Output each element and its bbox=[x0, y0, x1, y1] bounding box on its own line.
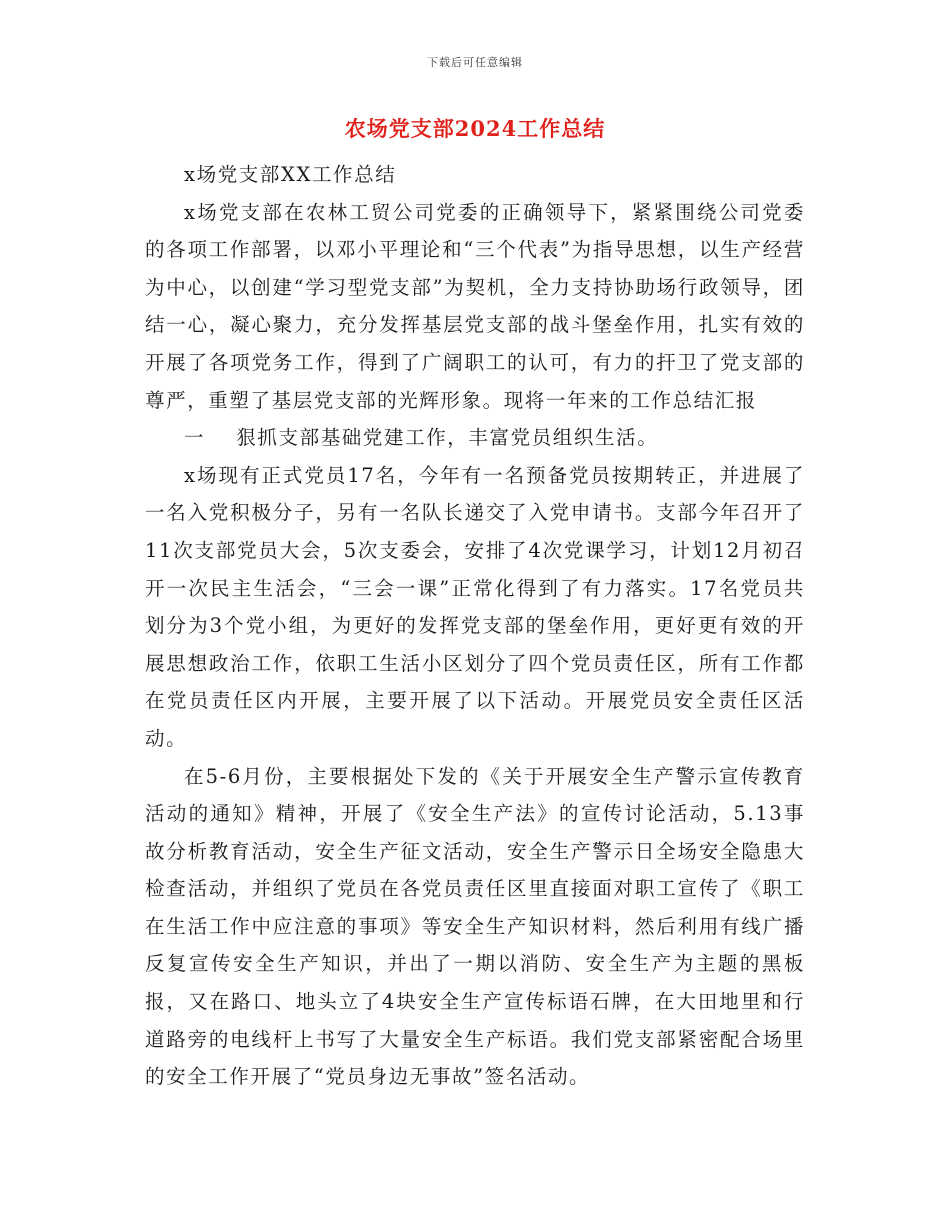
paragraph-intro: x场党支部在农林工贸公司党委的正确领导下，紧紧围绕公司党委的各项工作部署，以邓小平理论和“三个代表”为指导思想，以生产经营为中心，以创建“学习型党支部”为契机，全力支持协助场行政领导，团结一心，凝心聚力，充分发挥基层党支部的战斗堡垒作用，扎实有效的开展了各项党务工作，得到了广阔职工的认可，有力的扞卫了党支部的尊严，重塑了基层党支部的光辉形象。现将一年来的工作总结汇报 bbox=[145, 200, 805, 412]
paragraph-members: x场现有正式党员17名，今年有一名预备党员按期转正，并进展了一名入党积极分子，另有一名队长递交了入党申请书。支部今年召开了11次支部党员大会，5次支委会，安排了4次党课学习，计划12月初召开一次民主生活会，“三会一课”正常化得到了有力落实。17名党员共划分为3个党小组，为更好的发挥党支部的堡垒作用，更好更有效的开展思想政治工作，依职工生活小区划分了四个党员责任区，所有工作都在党员责任区内开展，主要开展了以下活动。开展党员安全责任区活动。 bbox=[145, 463, 805, 750]
paragraph-subtitle: x场党支部XX工作总结 bbox=[184, 163, 397, 186]
document-title: 农场党支部2024工作总结 bbox=[344, 116, 606, 141]
section-heading-1: 一 狠抓支部基础党建工作，丰富党员组织生活。 bbox=[184, 426, 659, 450]
header-note: 下载后可任意编辑 bbox=[427, 56, 523, 69]
paragraph-safety: 在5-6月份，主要根据处下发的《关于开展安全生产警示宣传教育活动的通知》精神，开展了《安全生产法》的宣传讨论活动，5.13事故分析教育活动，安全生产征文活动，安全生产警示日全场安全隐患大检查活动，并组织了党员在各党员责任区里直接面对职工宣传了《职工在生活工作中应注意的事项》等安全生产知识材料，然后利用有线广播反复宣传安全生产知识，并出了一期以消防、安全生产为主题的黑板报，又在路口、地头立了4块安全生产宣传标语石牌，在大田地里和行道路旁的电线杆上书写了大量安全生产标语。我们党支部紧密配合场里的安全工作开展了“党员身边无事故”签名活动。 bbox=[145, 764, 805, 1089]
document-body bbox=[145, 156, 805, 1096]
